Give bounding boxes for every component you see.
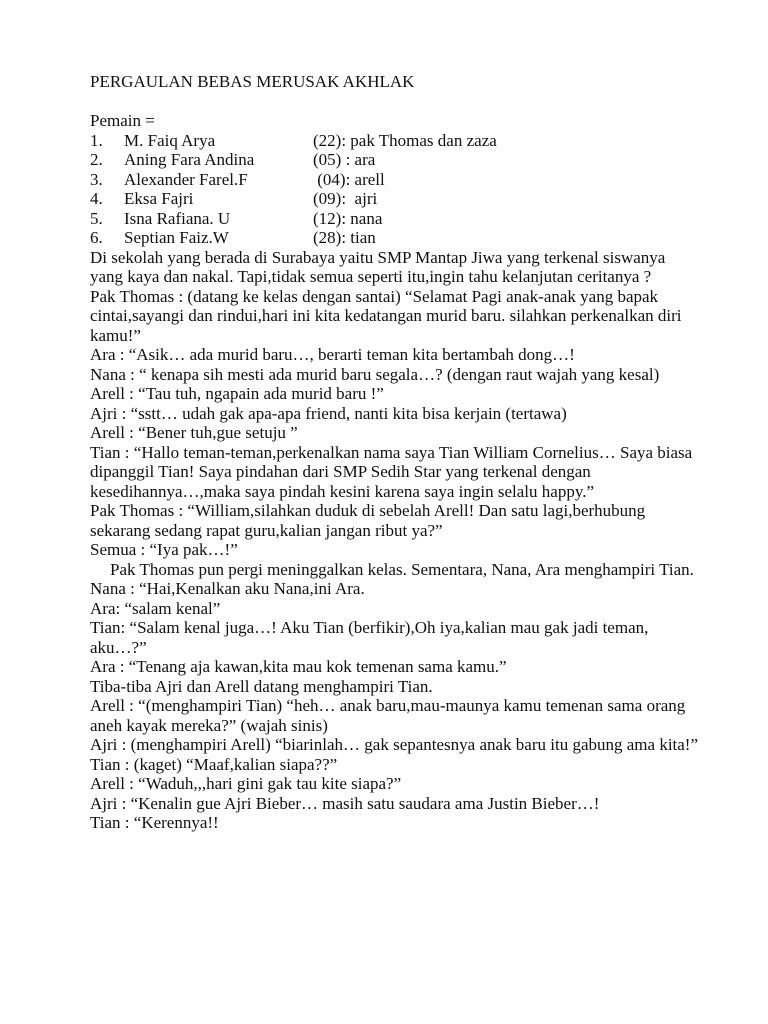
cast-row (90, 209, 700, 229)
cast-heading: Pemain = (90, 111, 155, 130)
cast-role: (12): nana (313, 208, 383, 228)
cast-name: Eksa Fajri (124, 189, 194, 208)
cast-name: Isna Rafiana. U (124, 208, 231, 228)
cast-number: 6. (90, 228, 103, 247)
cast-row (90, 228, 700, 248)
cast-row (90, 189, 700, 209)
dialogue-line: Ara: “salam kenal” (90, 598, 221, 618)
cast-number: 4. (90, 189, 103, 208)
cast-role: (05) : ara (313, 150, 376, 169)
dialogue-line: Ajri : “sstt… udah gak apa-apa friend, nanti kita bisa kerjain (tertawa) (90, 403, 567, 423)
dialogue-line: Ajri : (menghampiri Arell) “biarinlah… gak sepantesnya anak baru itu gabung ama kita!” (90, 735, 699, 754)
dialogue-line: Ajri : “Kenalin gue Ajri Bieber… masih satu saudara ama Justin Bieber…! (90, 793, 600, 813)
dialogue-line: Pak Thomas : “William,silahkan duduk di sebelah Arell! Dan satu lagi,berhubung sekarang sedang rapat guru,kalian jangan ribut ya?” (90, 501, 646, 540)
dialogue-line: Arell : “Bener tuh,gue setuju ” (90, 423, 298, 442)
document-title: PERGAULAN BEBAS MERUSAK AKHLAK (90, 72, 415, 91)
narration-paragraph: Di sekolah yang berada di Surabaya yaitu SMP Mantap Jiwa yang terkenal siswanya yang kaya dan nakal. Tapi,tidak semua seperti itu,ingin tahu kelanjutan ceritanya ? (90, 247, 666, 286)
dialogue-line: Arell : “(menghampiri Tian) “heh… anak baru,mau-maunya kamu temenan sama orang aneh kayak mereka?” (wajah sinis) (90, 696, 686, 735)
narration-paragraph: Pak Thomas pun pergi meninggalkan kelas. Sementara, Nana, Ara menghampiri Tian. (110, 559, 694, 579)
dialogue-line: Ara : “Tenang aja kawan,kita mau kok temenan sama kamu.” (90, 657, 507, 676)
dialogue-line: Ara : “Asik… ada murid baru…, berarti teman kita bertambah dong…! (90, 345, 575, 364)
blank-line (90, 92, 700, 112)
dialogue-line: Semua : “Iya pak…!” (90, 540, 238, 559)
narration-paragraph: Tiba-tiba Ajri dan Arell datang menghampiri Tian. (90, 676, 433, 696)
cast-name: Aning Fara Andina (124, 150, 255, 169)
document-body (90, 72, 700, 833)
cast-row (90, 131, 700, 151)
dialogue-line: Nana : “ kenapa sih mesti ada murid baru segala…? (dengan raut wajah yang kesal) (90, 364, 660, 384)
dialogue-line: Pak Thomas : (datang ke kelas dengan santai) “Selamat Pagi anak-anak yang bapak cintai,sayangi dan rindui,hari ini kita kedatangan murid baru. silahkan perkenalkan diri kamu!” (90, 286, 682, 345)
dialogue-line: Tian : “Hallo teman-teman,perkenalkan nama saya Tian William Cornelius… Saya biasa dipanggil Tian! Saya pindahan dari SMP Sedih Star yang terkenal dengan kesedihannya…,maka saya pindah kesini karena saya ingin selalu happy.” (90, 442, 693, 501)
cast-role: (04): arell (313, 169, 385, 189)
dialogue-line: Arell : “Tau tuh, ngapain ada murid baru !” (90, 384, 384, 403)
cast-row (90, 170, 700, 190)
dialogue-line: Tian : (kaget) “Maaf,kalian siapa??” (90, 754, 338, 774)
cast-role: (22): pak Thomas dan zaza (313, 130, 497, 150)
cast-number: 5. (90, 208, 103, 228)
cast-number: 2. (90, 150, 103, 169)
cast-row (90, 150, 700, 170)
dialogue-line: Nana : “Hai,Kenalkan aku Nana,ini Ara. (90, 579, 365, 598)
cast-role: (09): ajri (313, 189, 378, 208)
cast-role: (28): tian (313, 228, 376, 247)
cast-name: Alexander Farel.F (124, 169, 248, 189)
cast-name: Septian Faiz.W (124, 228, 229, 247)
cast-number: 3. (90, 169, 103, 189)
cast-list (90, 131, 700, 248)
dialogue-line: Tian : “Kerennya!! (90, 813, 219, 832)
dialogue-line: Arell : “Waduh,,,hari gini gak tau kite siapa?” (90, 774, 402, 793)
cast-name: M. Faiq Arya (124, 130, 216, 150)
dialogue-line: Tian: “Salam kenal juga…! Aku Tian (berfikir),Oh iya,kalian mau gak jadi teman, aku…?” (90, 618, 649, 657)
cast-number: 1. (90, 130, 103, 150)
